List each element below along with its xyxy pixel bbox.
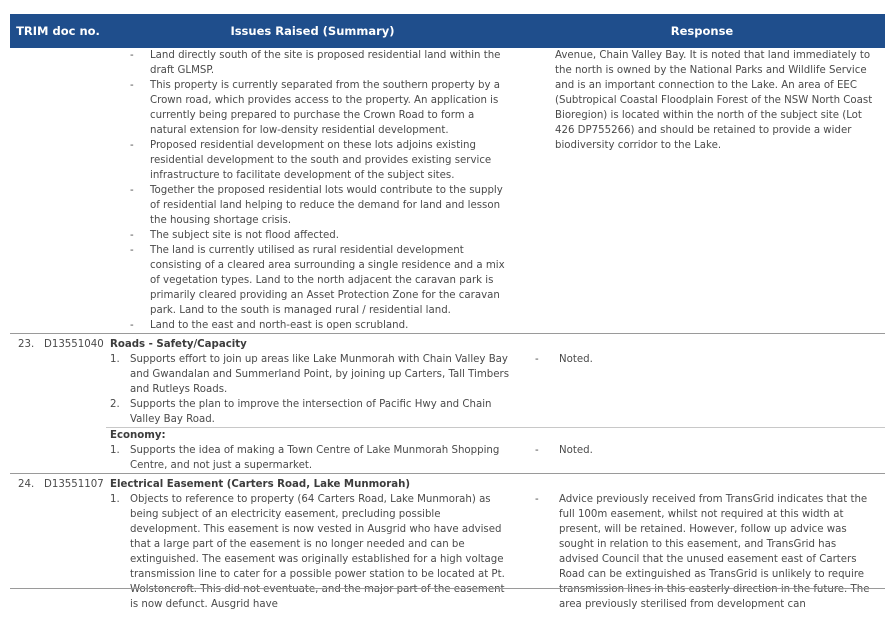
issue-heading: Economy:: [110, 430, 166, 441]
issues-numbered-list: [110, 352, 513, 427]
trim-cell: [10, 334, 106, 428]
issues-cell: [106, 428, 519, 474]
issue-heading: Electrical Easement (Carters Road, Lake Munmorah): [110, 479, 410, 490]
issues-cell: [106, 334, 519, 428]
submissions-table-page: [10, 14, 885, 612]
row-number: 23.: [18, 339, 35, 350]
trim-doc-number: D13551107: [44, 479, 104, 490]
header-trim-doc-no: TRIM doc no.: [10, 14, 106, 48]
response-cell: [519, 428, 885, 474]
issues-cell: [106, 474, 519, 613]
issues-cell: [106, 48, 519, 334]
header-response: Response: [519, 14, 885, 48]
row-number: 24.: [18, 479, 35, 490]
trim-doc-number: D13551040: [44, 339, 104, 350]
header-issues-raised: Issues Raised (Summary): [106, 14, 519, 48]
table-row-23: [10, 334, 885, 428]
submissions-table: [10, 14, 885, 612]
list-item: - Proposed residential development on these lots adjoins existing residential development to the south and provides existing service infrastructure to facilitate development of the subject sites.: [130, 140, 492, 181]
issues-numbered-list: [110, 443, 513, 473]
list-item: - Together the proposed residential lots would contribute to the supply of residential land helping to reduce the demand for land and lesson the housing shortage crisis.: [130, 185, 503, 226]
list-item: - Land directly south of the site is proposed residential land within the draft GLMSP.: [130, 50, 501, 76]
response-cell: [519, 334, 885, 428]
list-item: - Land to the east and north-east is open scrubland.: [130, 320, 409, 331]
list-item: - The subject site is not flood affected.: [130, 230, 339, 241]
list-item: 2. Supports the plan to improve the intersection of Pacific Hwy and Chain Valley Bay Road.: [110, 399, 492, 425]
list-item: - The land is currently utilised as rural residential development consisting of a cleared area surrounding a single residence and a mix of vegetation types. Land to the north adjacent the caravan park is primarily cleared providing an Asset Protection Zone for the caravan park. Land to the south is managed rural / residential land.: [130, 245, 505, 316]
trim-cell-empty: [10, 48, 106, 334]
table-row-23-economy: [10, 428, 885, 474]
trim-cell-empty: [10, 428, 106, 474]
issues-numbered-list: [110, 492, 513, 612]
table-header-row: [10, 14, 885, 48]
issues-bullet-list: [110, 48, 513, 333]
list-item: - This property is currently separated from the southern property by a Crown road, which provides access to the property. An application is currently being prepared to purchase the Crown Road to form a natural extension for low-density residential development.: [130, 80, 500, 136]
issue-heading: Roads - Safety/Capacity: [110, 339, 247, 350]
list-item: 1. Supports effort to join up areas like Lake Munmorah with Chain Valley Bay and Gwandalan and Summerland Point, by joining up Carters, Tall Timbers and Rutleys Roads.: [110, 354, 510, 395]
table-bottom-rule: [10, 588, 885, 589]
response-cell: [519, 474, 885, 613]
list-item: 1. Supports the idea of making a Town Centre of Lake Munmorah Shopping Centre, and not just a supermarket.: [110, 445, 500, 471]
table-row-continued: [10, 48, 885, 334]
response-item: - Noted.: [535, 445, 593, 456]
table-row-24: [10, 474, 885, 613]
response-item: - Noted.: [535, 354, 593, 365]
response-item: - Advice previously received from TransGrid indicates that the full 100m easement, whilst not required at this width at present, will be retained. However, follow up advice was sought in relation to this easement, and TransGrid has advised Council that the unused easement east of Carters Road can be extinguished as TransGrid is unlikely to require transmission lines in this easterly direction in the future. The area previously sterilised from development can: [535, 494, 870, 610]
trim-cell: [10, 474, 106, 613]
response-cell: Avenue, Chain Valley Bay. It is noted that land immediately to the north is owned by the National Parks and Wildlife Service and is an important connection to the Lake. An area of EEC (Subtropical Coastal Floodplain Forest of the NSW North Coast Bioregion) is located within the north of the subject site (Lot 426 DP755266) and should be retained to provide a wider biodiversity corridor to the Lake.: [555, 50, 873, 151]
list-item: 1. Objects to reference to property (64 Carters Road, Lake Munmorah) as being subject of an electricity easement, precluding possible development. This easement is now vested in Ausgrid who have advised that a large part of the easement is no longer needed and can be extinguished. The easement was originally established for a high voltage transmission line to cater for a possible power station to be located at Pt. Wolstoncroft. This did not eventuate, and the major part of the easement is now defunct. Ausgrid have: [110, 494, 505, 610]
